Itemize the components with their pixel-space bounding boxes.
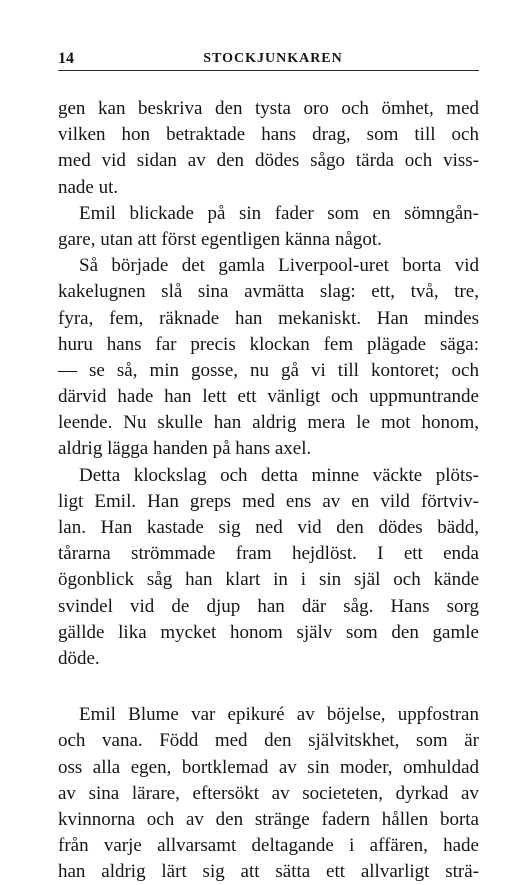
section-break <box>58 672 479 702</box>
page-number: 14 <box>58 50 74 67</box>
text-line: nade ut. <box>58 176 119 198</box>
text-line: oss alla egen, bortklemad av sin moder, omhuldad <box>58 756 479 778</box>
text-line: med vid sidan av den dödes sågo tärda och viss- <box>58 150 479 172</box>
text-line: och vana. Född med den självitskhet, som är <box>58 730 479 752</box>
text-line: därvid hade han lett ett vänligt och uppmuntrande <box>58 386 479 408</box>
text-line: huru hans far precis klockan fem plägade säga: <box>58 333 479 355</box>
text-line: av sina lärare, eftersökt av societeten, dyrkad av <box>58 782 479 804</box>
text-line: svindel vid de djup han där såg. Hans sorg <box>58 595 479 617</box>
text-line: tårarna strömmade fram hejdlöst. I ett enda <box>58 543 479 565</box>
running-title: STOCKJUNKAREN <box>203 51 343 66</box>
text-line: — se så, min gosse, nu gå vi till kontoret; och <box>58 359 479 381</box>
text-line: gare, utan att först egentligen känna något. <box>58 228 382 250</box>
page-header <box>58 48 478 70</box>
text-line: gällde lika mycket honom själv som den gamle <box>58 621 479 643</box>
text-line: Emil Blume var epikuré av böjelse, uppfostran <box>79 704 479 726</box>
text-line: Detta klockslag och detta minne väckte plöts- <box>79 464 479 486</box>
text-line: vilken hon betraktade hans drag, som till och <box>58 124 479 146</box>
text-line: ögonblick såg han klart in i sin själ och kände <box>58 569 479 591</box>
text-line: Emil blickade på sin fader som en sömngån- <box>79 202 479 224</box>
text-line: kvinnorna och av den stränge fadern hållen borta <box>58 808 479 830</box>
text-line: Så började det gamla Liverpool-uret borta vid <box>79 255 479 277</box>
text-line: lan. Han kastade sig ned vid den dödes bädd, <box>58 517 479 538</box>
text-line: döde. <box>58 647 100 669</box>
text-line: från varje allvarsamt deltagande i affären, hade <box>58 835 479 857</box>
text-line: aldrig lägga handen på hans axel. <box>58 438 312 460</box>
header-rule <box>58 70 479 71</box>
text-line: kakelugnen slå sina avmätta slag: ett, två, tre, <box>58 281 479 303</box>
text-line: han aldrig lärt sig att sätta ett allvarligt strä- <box>58 861 479 883</box>
body-text <box>58 96 479 885</box>
text-line: fyra, fem, räknade han mekaniskt. Han mindes <box>58 307 479 329</box>
text-line: gen kan beskriva den tysta oro och ömhet, med <box>58 98 479 119</box>
text-line: ligt Emil. Han greps med ens av en vild förtviv- <box>58 490 479 512</box>
text-line: leende. Nu skulle han aldrig mera le mot honom, <box>58 412 479 434</box>
